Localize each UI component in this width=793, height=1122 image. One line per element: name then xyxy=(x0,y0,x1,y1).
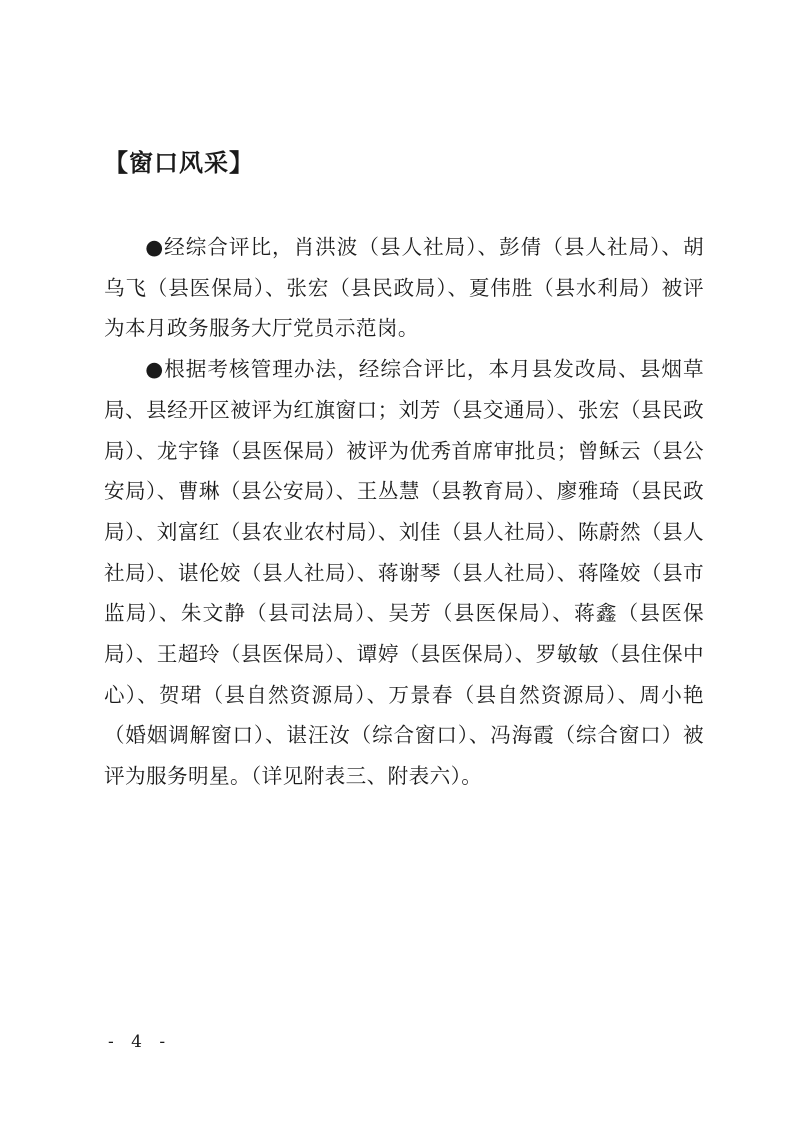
section-title: 【窗口风采】 xyxy=(104,149,254,177)
page-number: - 4 - xyxy=(108,1032,172,1052)
body-text xyxy=(104,227,704,797)
paragraph-service-stars xyxy=(104,349,704,797)
paragraph-text: 经综合评比，肖洪波（县人社局）、彭倩（县人社局）、胡乌飞（县医保局）、张宏（县民政局）、夏伟胜（县水利局）被评为本月政务服务大厅党员示范岗。 xyxy=(104,235,704,341)
bullet-icon: ● xyxy=(145,357,165,382)
bullet-icon: ● xyxy=(145,235,165,259)
paragraph-party-model-posts xyxy=(104,227,704,349)
paragraph-text: 根据考核管理办法，经综合评比，本月县发改局、县烟草局、县经开区被评为红旗窗口；刘芳（县交通局）、张宏（县民政局）、龙宇锋（县医保局）被评为优秀首席审批员；曾稣云（县公安局）、曹琳（县公安局）、王丛慧（县教育局）、廖雅琦（县民政局）、刘富红（县农业农村局）、刘佳（县人社局）、陈蔚然（县人社局）、谌伦姣（县人社局）、蒋谢琴（县人社局）、蒋隆姣（县市监局）、朱文静（县司法局）、吴芳（县医保局）、蒋鑫（县医保局）、王超玲（县医保局）、谭婷（县医保局）、罗敏敏（县住保中心）、贺珺（县自然资源局）、万景春（县自然资源局）、周小艳（婚姻调解窗口）、谌汪汝（综合窗口）、冯海霞（综合窗口）被评为服务明星。（详见附表三、附表六）。 xyxy=(104,357,704,789)
